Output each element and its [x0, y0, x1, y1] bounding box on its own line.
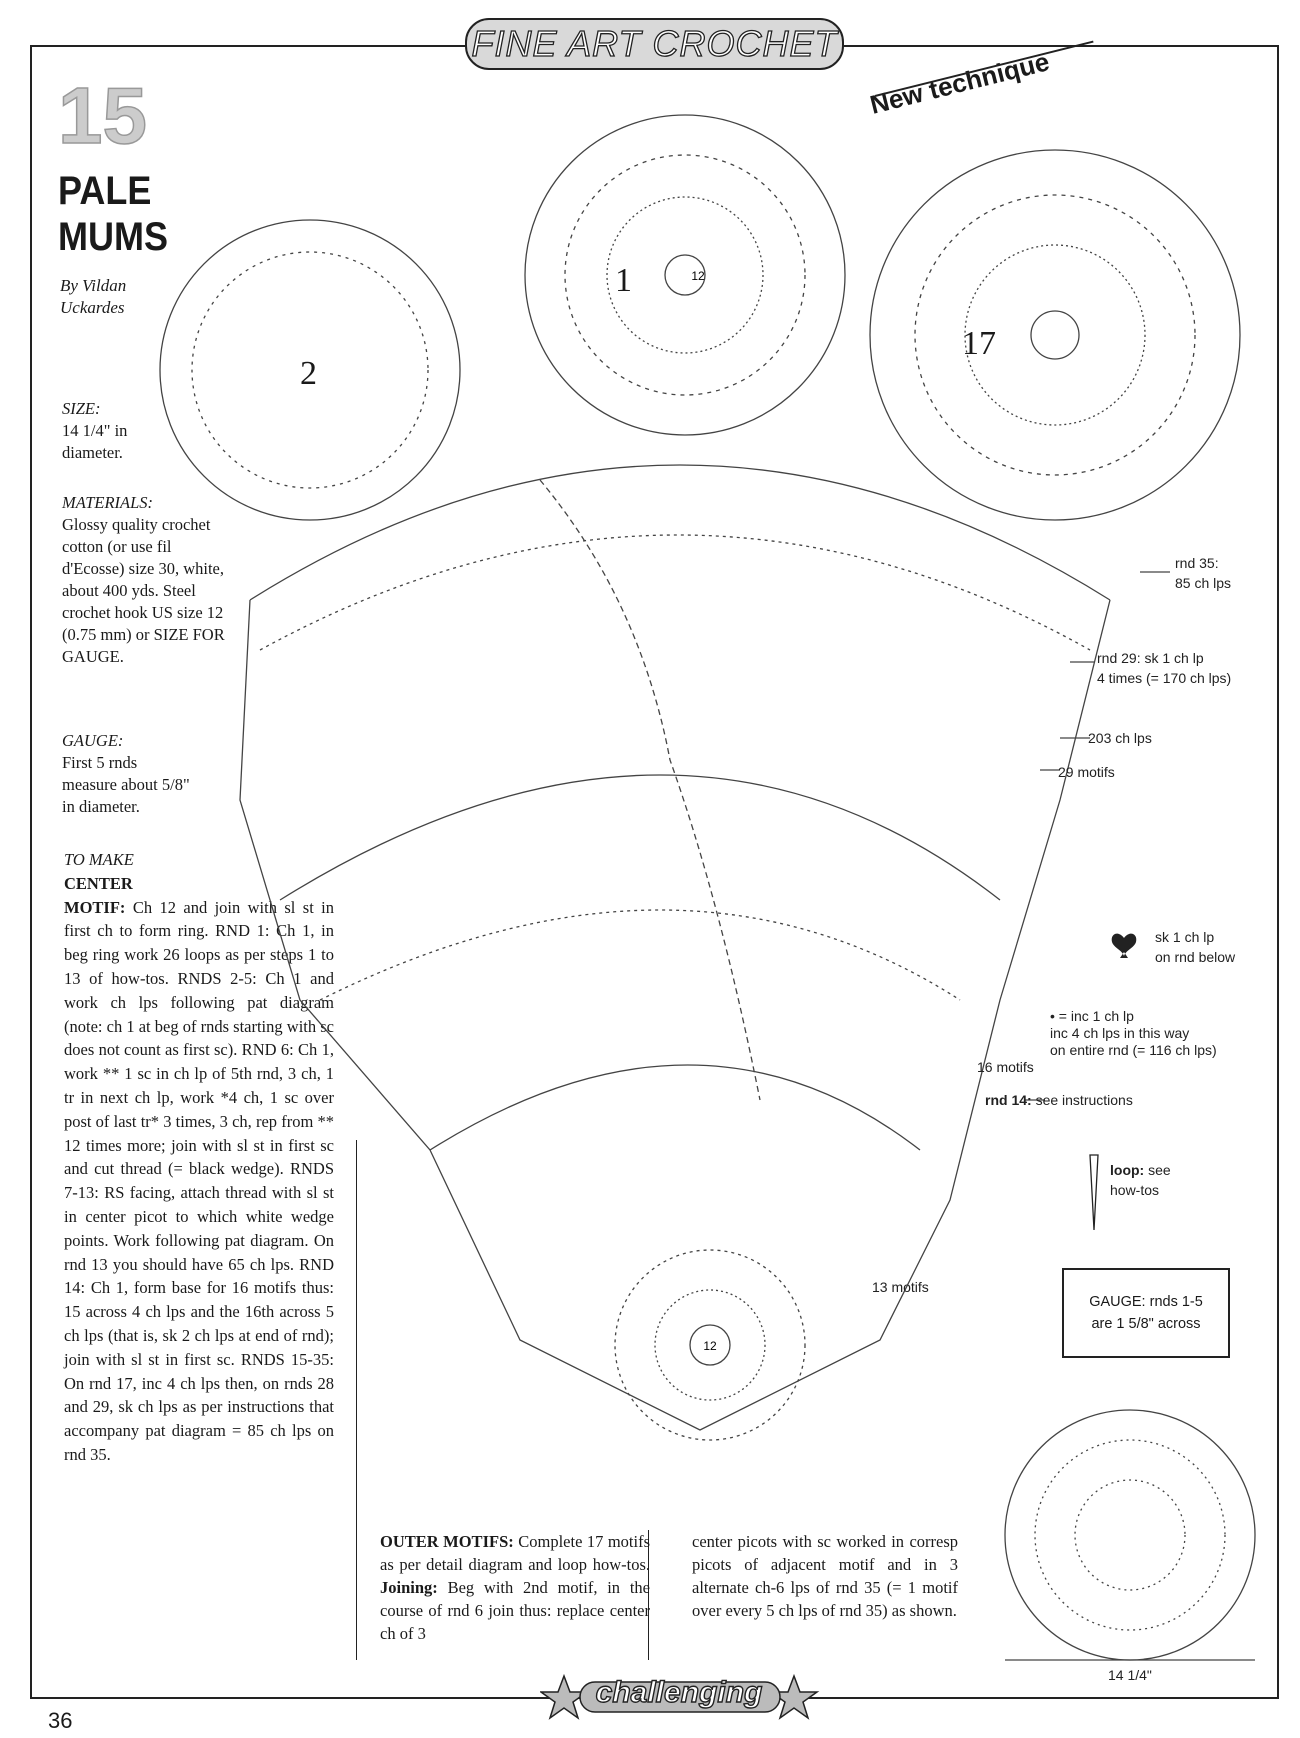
note-line: sk 1 ch lp [1155, 929, 1215, 945]
doily-arc [320, 910, 960, 1000]
ring-count-label: 12 [703, 1339, 717, 1353]
motif-label-1: 1 [615, 262, 632, 299]
overview-ring [1075, 1480, 1185, 1590]
footer-rule [825, 1697, 1275, 1699]
note-line: on rnd below [1155, 949, 1236, 965]
inc-note [1050, 1008, 1217, 1059]
pattern-number: 15 [58, 71, 147, 160]
note-line: how-tos [1110, 1182, 1160, 1198]
title-line-2: MUMS [58, 215, 168, 259]
16-motifs-note: 16 motifs [977, 1059, 1034, 1075]
13-motifs-note: 13 motifs [872, 1279, 929, 1295]
rnd35-note [1175, 553, 1231, 593]
motif-ring [565, 155, 805, 395]
gauge-box-line: are 1 5/8" across [1091, 1316, 1201, 1332]
footer-rule [30, 1697, 535, 1699]
joining-text-cont: center picots with sc worked in corresp picots of adjacent motif and in 3 alternate ch-6 lps of rnd 35 (= 1 motif over every 5 ch lps of rnd 35) as shown. [692, 1532, 958, 1620]
note-line: rnd 35: [1175, 555, 1219, 571]
title-line-1: PALE [58, 169, 152, 213]
motif-label-17: 17 [962, 325, 996, 362]
motif-outline [870, 150, 1240, 520]
spade-icon [1112, 934, 1137, 958]
ring-count-label: 12 [691, 269, 705, 283]
note-line: on entire rnd (= 116 ch lps) [1050, 1042, 1217, 1058]
gauge-box-line: GAUGE: rnds 1-5 [1089, 1294, 1203, 1310]
note-bold: rnd 14: [985, 1092, 1032, 1108]
doily-arc [260, 535, 1090, 650]
doily-arc [280, 775, 1000, 900]
page-number: 36 [48, 1708, 73, 1733]
spade-note [1155, 927, 1235, 967]
note-line: 85 ch lps [1175, 575, 1232, 591]
byline: By Vildan Uckardes [60, 276, 127, 317]
diagram-spine [540, 480, 760, 1100]
gauge-box [1062, 1268, 1230, 1358]
overview-size-label: 14 1/4" [1108, 1667, 1152, 1683]
difficulty-label: challenging [595, 1676, 763, 1709]
size-text: 14 1/4" in diameter. [62, 421, 128, 462]
note-text: see instructions [1035, 1092, 1133, 1108]
size-heading: SIZE: [62, 399, 101, 418]
motif-heading: MOTIF: [64, 897, 126, 917]
doily-arc [430, 1065, 920, 1150]
29-motifs-note: 29 motifs [1058, 764, 1115, 780]
note-line: 4 times (= 170 ch lps) [1097, 670, 1232, 686]
motif-label-2: 2 [300, 355, 317, 392]
loop-symbol [1090, 1155, 1098, 1230]
new-technique-tag: New technique [866, 46, 1053, 120]
instructions-heading: TO MAKE [64, 850, 134, 869]
overview-ring [1035, 1440, 1225, 1630]
loop-note [1110, 1160, 1171, 1200]
gauge-text: First 5 rnds measure about 5/8" in diameter. [62, 753, 190, 816]
joining-heading: Joining: [380, 1578, 438, 1597]
outer-motifs-heading: OUTER MOTIFS: [380, 1532, 514, 1551]
note-line: inc 4 ch lps in this way [1050, 1025, 1190, 1041]
instructions-text: Ch 12 and join with sl st in first ch to form ring. RND 1: Ch 1, in beg ring work 26 loops as per steps 1 to 13 of how-tos. RNDS 2-5: Ch 1 and work ch lps following pat diagram (note: ch 1 at beg of rnds starting with sc does not count as first sc). RND 6: Ch 1, work ** 1 sc in ch lp of 5th rnd, 3 ch, 1 tr in next ch lp, work *4 ch, 1 sc over post of last tr* 3 times, 3 ch, rep from ** 12 times more; join with sl st in first sc and cut thread (= black wedge). RNDS 7-13: RS facing, attach thread with sl st in center picot to which white wedge points. Work following pat diagram. On rnd 13 you should have 65 ch lps. RND 14: Ch 1, form base for 16 motifs thus: 15 across 4 ch lps and the 16th across 5 ch lps (that is, sk 2 ch lps at end of rnd); join with sl st in first sc. RNDS 15-35: On rnd 17, inc 4 ch lps then, on rnds 28 and 29, sk ch lps as per instructions that accompany pat diagram = 85 ch lps on rnd 35. [64, 897, 335, 1464]
note-bold: loop: [1110, 1162, 1145, 1178]
note-text: see [1148, 1162, 1171, 1178]
doily-edge [240, 600, 1110, 1430]
joining-text: Beg with 2nd motif, in the course of rnd 6 join thus: replace center ch of 3 [380, 1578, 650, 1643]
materials-heading: MATERIALS: [62, 493, 154, 512]
rnd29-note [1097, 648, 1231, 688]
overview-outer [1005, 1410, 1255, 1660]
motif-center-ring [1031, 311, 1079, 359]
note-line: rnd 29: sk 1 ch lp [1097, 650, 1204, 666]
203-lps-note: 203 ch lps [1088, 730, 1152, 746]
outer-motifs-text: Complete 17 motifs as per detail diagram and loop how-tos. [380, 1532, 651, 1574]
gauge-heading: GAUGE: [62, 731, 124, 750]
materials-text: Glossy quality crochet cotton (or use fil d'Ecosse) size 30, white, about 400 yds. Steel crochet hook US size 12 (0.75 mm) or SIZE FOR GAUGE. [62, 515, 225, 666]
difficulty-badge [540, 1672, 820, 1722]
rnd14-note [985, 1090, 1133, 1110]
motif-ring [915, 195, 1195, 475]
doily-outer-arc [250, 465, 1110, 600]
banner-text: FINE ART CROCHET [471, 23, 838, 64]
motif-outline [525, 115, 845, 435]
center-heading: CENTER [64, 873, 133, 893]
note-line: • = inc 1 ch lp [1050, 1008, 1134, 1024]
